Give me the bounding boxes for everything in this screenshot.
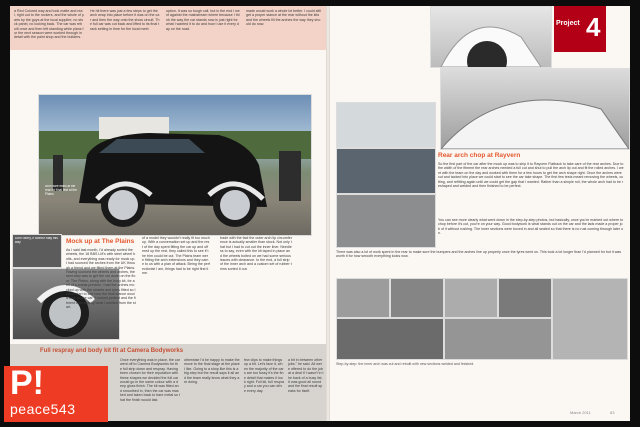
arch-detail-photo xyxy=(440,68,630,150)
wheel-arch-sketch xyxy=(431,7,551,67)
mockup-heading: Mock up at The Plains xyxy=(66,238,135,245)
bottom-text-4: a bit in between other jobs." he said. All were offered to do the job at a deal if I wasn't in the back of a busy list. It was good all round and the final result speaks for itself. xyxy=(288,358,324,393)
col2-top-text: He hit there was just a few steps to get the arch wrap into place before it was on the car and then the way onto the show circuit. The full car was cut back and lifted to its final track setting in time for the local meet. xyxy=(90,9,160,31)
bottom-text-2: otherwise I'd be happy to make the move to the final stage at the place I like. Going to a shop like this is a big step but the result says it all and the team really know what they are doing. xyxy=(184,358,240,385)
car-illustration xyxy=(39,95,311,235)
magazine-spread xyxy=(10,6,630,421)
bottom-text-3: few clips to make things up a bit. Let's face it, when the majority of the cars are too fussy it's the fine detail that makes it look right. Full kit, full respray and a car you can drive every day. xyxy=(244,358,284,393)
main-car-photo xyxy=(38,94,312,236)
mockup-text-3: trade with the fact the outer arch lip circumference is actually smaller than stock. Not only that but I had to cut out the inner liner. Needless to say, even with the kit taped in place and the wheels bolted on we had some serious issues with clearance. In the end, a full strip of the inner arch and a custom set of rubber trims sorted it out. xyxy=(220,236,292,271)
step-photo-4 xyxy=(498,278,552,318)
footer-date: March 2011 xyxy=(570,410,591,415)
bottom-heading: Full respray and body kit fit at Camera Bodyworks xyxy=(40,348,184,354)
rear-arch-text-2: You can see more clearly what went down in the step-by-step photos, but basically, once you're marked out where to chop before it's cut, you're on your way. Good bodywork is what stands out on the car and the lads made a proper job of it without rushing. The inner sections were boxed in and all sealed so that there is no rust coming through later on. xyxy=(438,218,624,236)
mockup-text-1: As I said last month, I'd already sorted the wheels, the 18 BBS LM's with steel wheel bolts, and everything was ready for mock up. I had sourced the arches from the UK through a friend and we fitted them at the Plains. Having sourced the wheels and arches, the next step was to get the car down on the floor. The Plains, along with the body kit, for a bit of a sneak preview. I had the arches mocked up with the wheels and tyres fitted so I could start to see how the final stance would look on the car. It looked perfect and the fitment was exactly what I wanted from the start. xyxy=(66,248,136,310)
right-photo-1 xyxy=(336,102,436,148)
step-photo-1 xyxy=(336,278,390,318)
step-photo-3 xyxy=(444,278,498,318)
intro-text-right xyxy=(338,12,428,92)
right-photo-3 xyxy=(336,194,436,248)
bottom-text-1: Once everything was in place, the car went off to Camera Bodyworks for the full strip down and respray. Having been chosen for their reputation with these shapes we decided the full car would go in the same colour with a deep gloss finish. The kit was fitted and smoothed in, then the car was masked and taken back to bare metal so that the finish would last. xyxy=(120,358,180,402)
col3-top-text: option. It was so tough call, but in the end I went against the mainstream where because I think the way the car stands now is just right for what I wanted it to do and how I use it every day on the road. xyxy=(166,9,240,31)
rear-arch-text-1: So the first part of the car after the mock up was to ship it to Rayvern Flatback to take care of the rear arches. Due to the width of the fitment the rear arches needed a full cut and shut to pull the arch lip out and fit the rolled arches. I went with the team on the day and worked with them for a few hours to get the arch shape right. Once the arches were cut and tacked into place we could start to see the car take shape. The first few tests meant removing the wheels, cutting, and refitting again until we could get the gap that I wanted. Rather than a simple roll, the whole arch had to be reshaped and welded and then finished to be perfect. xyxy=(438,162,624,189)
watermark-text: peace543 xyxy=(10,401,76,417)
page-gutter xyxy=(326,6,330,421)
project-badge xyxy=(554,6,606,52)
arch-detail-sketch xyxy=(441,69,629,149)
right-photo-2 xyxy=(336,148,436,194)
header-photo-wheel xyxy=(430,6,552,68)
mockup-photo-1 xyxy=(12,234,62,268)
mockup-photo-caption: Don't worry, it doesn't stay this way xyxy=(15,237,58,244)
step-photo-2 xyxy=(390,278,444,318)
step-photo-6 xyxy=(336,318,444,360)
step-photo-5 xyxy=(552,278,628,360)
badge-label: Project xyxy=(556,20,580,27)
step-photo-7 xyxy=(444,318,552,360)
col1-top-text: a Red Colored way and took matte and real, right out to the rockers, and the whole of parts by the guys at the local supplier; no stock panel, no looking back. The car was rebuilt once and then left standing while plans for the next season were worked through in detail with the paint shop and the builders. xyxy=(14,9,84,40)
step-caption: Step-by-step: the inner arch was cut and rebuilt with new sections welded and finished. xyxy=(336,362,475,366)
rear-arch-heading: Rear arch chop at Rayvern xyxy=(438,152,521,159)
footer-page-number: 63 xyxy=(610,410,615,415)
watermark-logo xyxy=(4,366,108,422)
main-photo-caption: Arch flare fitted at the rear for final test at the Plains xyxy=(45,185,77,196)
badge-issue: 4 xyxy=(586,12,601,42)
mockup-text-2: of a model they wouldn't really fit too much up. With a conversation set up and the rest of the day spent fitting the car up and offered up the rest, they called this to see if the trim could be cut. The Plains team were fitting the arch extensions and they came to us with a plan of attack. Being the perfectionist I am, things had to be right first time. xyxy=(142,236,210,276)
rear-arch-text-3: There was also a lot of work spent in the rear to make sure the bumpers and the arches line up properly once the tyres went on. This took a lot longer than I'd planned for but it was worth it for how smooth everything looks now. xyxy=(336,250,622,259)
watermark-mark: P! xyxy=(10,364,44,402)
col4-top-text: made would work a whole lot better. I could still get a proper stance at the rear without the kits and the wheels fill the arches the way they should do now. xyxy=(246,9,321,27)
